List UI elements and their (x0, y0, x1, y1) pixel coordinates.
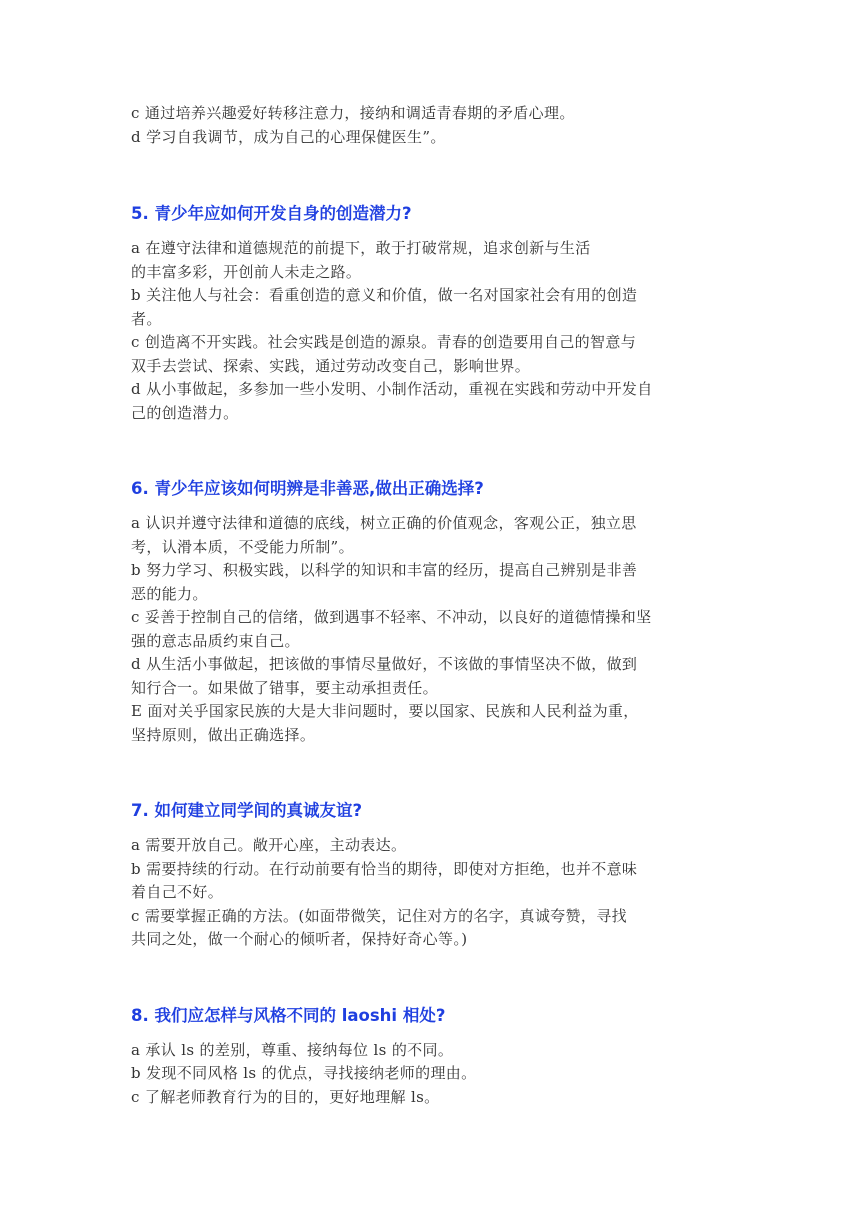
answer-line: 坚持原则，做出正确选择。 (131, 725, 316, 744)
answer-line: d 从小事做起，多参加一些小发明、小制作活动，重视在实践和劳动中开发自 (131, 380, 653, 398)
question-heading-5: 5. 青少年应如何开发自身的创造潜力? (131, 204, 412, 223)
document-content (131, 102, 730, 1109)
answer-line: a 承认 ls 的差别，尊重、接纳每位 ls 的不同。 (131, 1040, 454, 1059)
answer-line: c 妥善于控制自己的信绪，做到遇事不轻率、不冲动，以良好的道德情操和坚 (131, 608, 652, 626)
answer-line: c 了解老师教育行为的目的，更好地理解 ls。 (131, 1087, 440, 1106)
intro-line: d 学习自我调节，成为自己的心理保健医生”。 (131, 127, 446, 146)
question-section-5 (131, 203, 730, 425)
answer-line: d 从生活小事做起，把该做的事情尽量做好，不该做的事情坚决不做，做到 (131, 655, 638, 673)
answer-line: c 创造离不开实践。社会实践是创造的源泉。青春的创造要用自己的智意与 (131, 333, 637, 351)
answer-line: 着自己不好。 (131, 883, 224, 901)
answer-line: b 需要持续的行动。在行动前要有恰当的期待，即使对方拒绝，也并不意味 (131, 859, 638, 878)
answer-line: 者。 (131, 309, 162, 328)
answer-line: b 关注他人与社会：看重创造的意义和价值，做一名对国家社会有用的创造 (131, 286, 638, 304)
question-heading-8: 8. 我们应怎样与风格不同的 laoshi 相处? (131, 1005, 446, 1025)
answer-line: 己的创造潜力。 (131, 403, 239, 422)
answer-line: 的丰富多彩，开创前人未走之路。 (131, 262, 362, 281)
question-heading-6: 6. 青少年应该如何明辨是非善恶,做出正确选择? (131, 479, 484, 498)
answer-line: b 努力学习、积极实践，以科学的知识和丰富的经历，提高自己辨别是非善 (131, 561, 638, 579)
answer-line: a 认识并遵守法律和道德的底线，树立正确的价值观念，客观公正，独立思 (131, 514, 637, 532)
answer-line: 双手去尝试、探索、实践，通过劳动改变自己，影响世界。 (131, 356, 531, 375)
intro-block (131, 102, 730, 149)
answer-line: a 在遵守法律和道德规范的前提下，敢于打破常规，追求创新与生活 (131, 239, 591, 257)
intro-line: c 通过培养兴趣爱好转移注意力，接纳和调适青春期的矛盾心理。 (131, 104, 575, 122)
answer-line: 共同之处，做一个耐心的倾听者，保持好奇心等。) (131, 930, 468, 948)
answer-line: b 发现不同风格 ls 的优点，寻找接纳老师的理由。 (131, 1064, 477, 1082)
answer-line: a 需要开放自己。敞开心座，主动表达。 (131, 836, 407, 854)
answer-line: 恶的能力。 (131, 584, 208, 603)
answer-line: 强的意志品质约束自己。 (131, 631, 300, 650)
question-section-8 (131, 1005, 730, 1110)
answer-line: E 面对关乎国家民族的大是大非问题时，要以国家、民族和人民利益为重， (131, 702, 639, 720)
answer-line: c 需要掌握正确的方法。(如面带微笑，记住对方的名字，真诚夸赞，寻找 (131, 906, 627, 925)
answer-line: 知行合一。如果做了错事，要主动承担责任。 (131, 678, 439, 697)
question-section-7 (131, 800, 730, 952)
question-heading-7: 7. 如何建立同学间的真诚友谊? (131, 801, 363, 820)
question-section-6 (131, 478, 730, 747)
answer-line: 考，认滑本质，不受能力所制”。 (131, 537, 354, 556)
